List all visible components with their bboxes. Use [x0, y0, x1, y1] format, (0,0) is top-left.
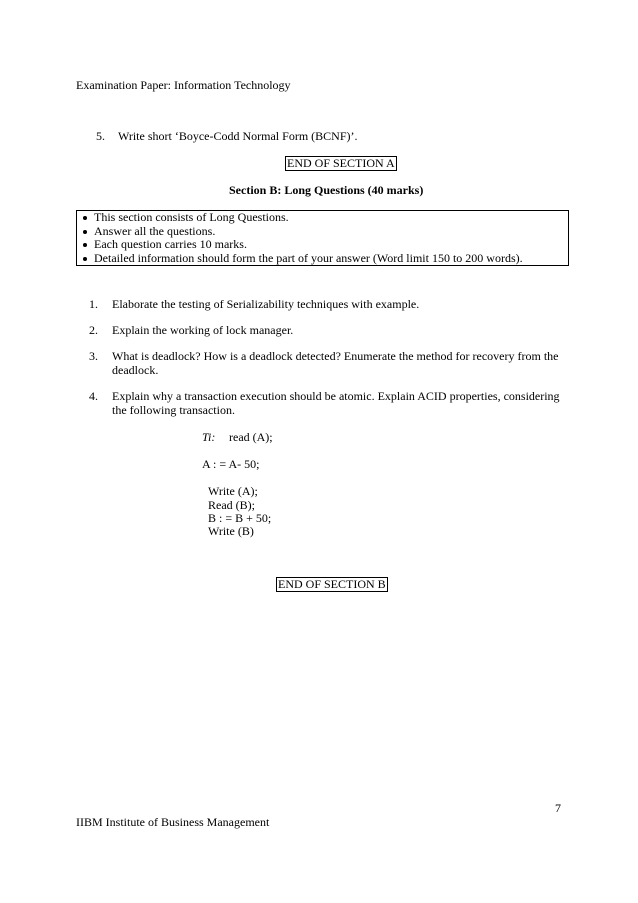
instructions-box — [76, 210, 569, 266]
instruction-item: Detailed information should form the part of your answer (Word limit 150 to 200 words). — [77, 252, 568, 266]
transaction-first-op: read (A); — [229, 430, 273, 444]
question-2-text: Explain the working of lock manager. — [112, 323, 294, 337]
instruction-item: Answer all the questions. — [77, 225, 568, 239]
instructions-list — [77, 211, 568, 265]
question-1-text: Elaborate the testing of Serializability techniques with example. — [112, 297, 420, 311]
instruction-item: Each question carries 10 marks. — [77, 238, 568, 252]
transaction-op: Write (A); — [208, 484, 258, 498]
transaction-op: Write (B) — [208, 524, 254, 538]
question-3-number: 3. — [89, 349, 98, 363]
question-3-text: What is deadlock? How is a deadlock detected? Enumerate the method for recovery from the deadlock. — [112, 349, 559, 377]
question-1-number: 1. — [89, 297, 98, 311]
page-header: Examination Paper: Information Technology — [76, 78, 291, 92]
transaction-op: B : = B + 50; — [208, 511, 272, 525]
transaction-label: Ti: — [202, 430, 216, 444]
question-4-text: Explain why a transaction execution should be atomic. Explain ACID properties, considering the following transaction. — [112, 389, 560, 417]
question-4-number: 4. — [89, 389, 98, 403]
transaction-assign-a: A : = A- 50; — [202, 457, 260, 471]
question-5-text: Write short ‘Boyce-Codd Normal Form (BCNF)’. — [118, 129, 358, 143]
question-2-number: 2. — [89, 323, 98, 337]
transaction-op: Read (B); — [208, 498, 255, 512]
end-of-section-a: END OF SECTION A — [287, 156, 395, 170]
question-5-number: 5. — [96, 129, 105, 143]
instruction-item: This section consists of Long Questions. — [77, 211, 568, 225]
end-of-section-b: END OF SECTION B — [278, 577, 386, 591]
page-number: 7 — [555, 801, 561, 815]
section-b-title: Section B: Long Questions (40 marks) — [229, 183, 424, 197]
page-footer: IIBM Institute of Business Management — [76, 815, 270, 829]
